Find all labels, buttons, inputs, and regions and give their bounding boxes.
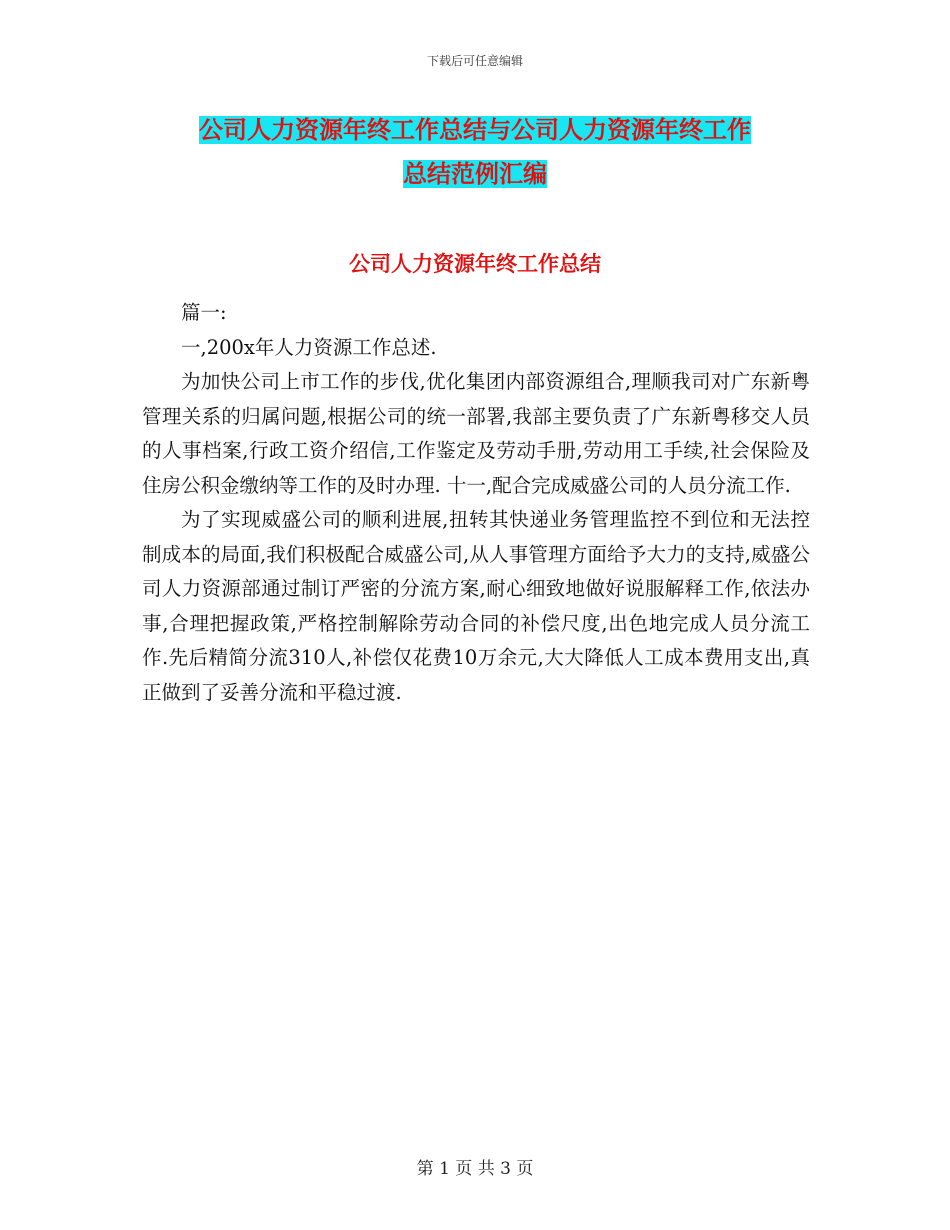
document-title-line-1: 公司人力资源年终工作总结与公司人力资源年终工作 [199,116,751,144]
document-body [142,296,810,710]
page-header-note: 下载后可任意编辑 [426,54,523,68]
document-title-line-2: 总结范例汇编 [403,160,547,188]
paragraph-section-heading: 一,200x年人力资源工作总述. [181,335,437,359]
paragraph: 为了实现威盛公司的顺利进展,扭转其快递业务管理监控不到位和无法控制成本的局面,我们积极配合威盛公司,从人事管理方面给予大力的支持,威盛公司人力资源部通过制订严密的分流方案,耐心细致地做好说服解释工作,依法办事,合理把握政策,严格控制解除劳动合同的补偿尺度,出色地完成人员分流工作.先后精简分流310人,补偿仅花费10万余元,大大降低人工成本费用支出,真正做到了妥善分流和平稳过渡. [142,508,810,704]
page-number-footer: 第 1 页 共 3 页 [416,1159,534,1179]
paragraph-heading: 篇一: [181,301,227,324]
section-title: 公司人力资源年终工作总结 [349,252,601,276]
document-title [140,108,810,196]
paragraph: 为加快公司上市工作的步伐,优化集团内部资源组合,理顺我司对广东新粤管理关系的归属问题,根据公司的统一部署,我部主要负责了广东新粤移交人员的人事档案,行政工资介绍信,工作鉴定及劳动手册,劳动用工手续,社会保险及住房公积金缴纳等工作的及时办理. 十一,配合完成威盛公司的人员分流工作. [142,370,810,497]
